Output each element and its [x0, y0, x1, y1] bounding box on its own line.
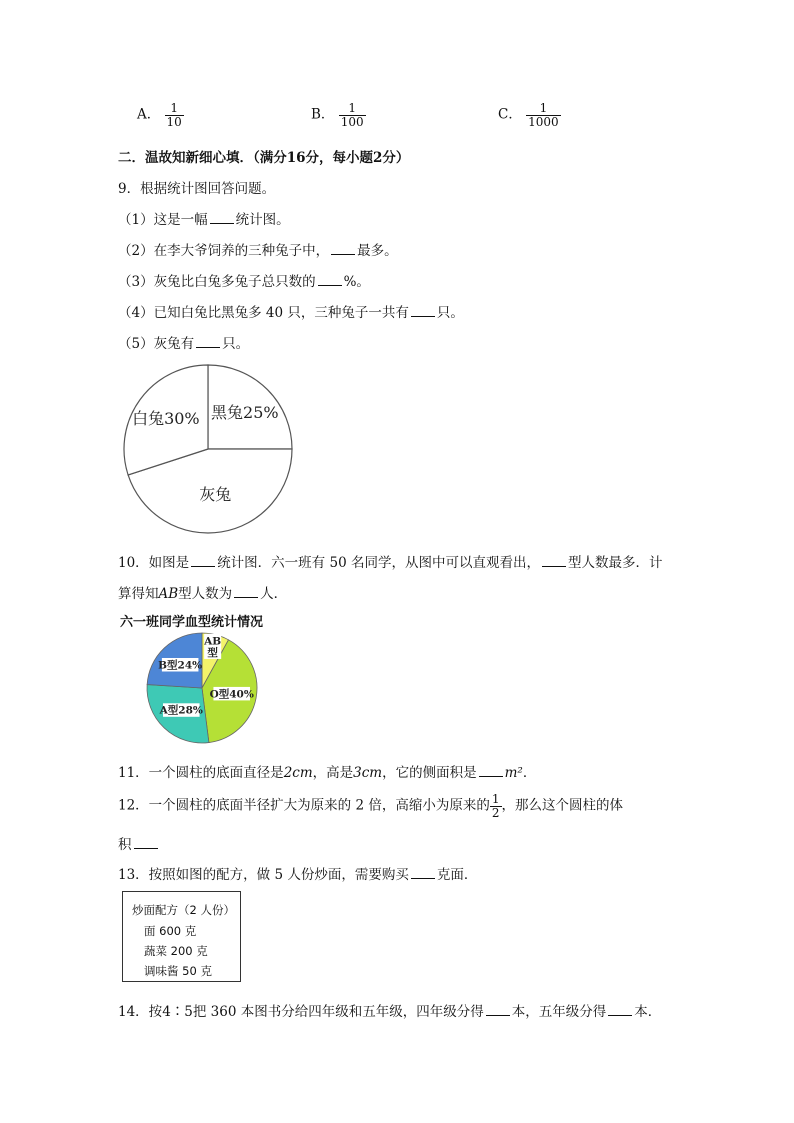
answer-blank[interactable]	[134, 834, 158, 849]
q9-sub4: （4）已知白兔比黑兔多 40 只，三种兔子一共有 只。	[118, 301, 464, 321]
fraction: $\frac{1}{1000}$	[528, 101, 559, 129]
q12-line2: 积	[118, 833, 160, 853]
answer-blank[interactable]	[318, 271, 342, 286]
chart-title: 六一班同学血型统计情况	[120, 615, 264, 630]
answer-blank[interactable]	[191, 552, 215, 567]
option-b: B． $\frac{1}{100}$	[311, 101, 364, 129]
slice-label: A型28%	[159, 704, 203, 717]
option-a: A． $\frac{1}{10}$	[137, 101, 182, 129]
answer-blank[interactable]	[608, 1001, 632, 1016]
slice-label: O型40%	[209, 688, 254, 701]
recipe-item: 调味酱 50 克	[144, 964, 212, 978]
q12-line1: 12．一个圆柱的底面半径扩大为原来的 2 倍，高缩小为原来的 $\frac{1}{2}$ ，那么这个圆柱的体	[118, 792, 623, 820]
answer-blank[interactable]	[331, 240, 355, 255]
answer-blank[interactable]	[411, 864, 435, 879]
q10-line1: 10．如图是 统计图．六一班有 50 名同学，从图中可以直观看出， 型人数最多．计	[118, 551, 662, 571]
slice-label: 白兔30%	[132, 408, 200, 428]
q9-sub2: （2）在李大爷饲养的三种兔子中， 最多。	[118, 239, 398, 259]
answer-blank[interactable]	[234, 583, 258, 598]
q9-sub3: （3）灰兔比白兔多兔子总只数的 %。	[118, 270, 370, 290]
slice-label: AB	[204, 635, 222, 648]
blood-type-pie-chart	[140, 630, 270, 750]
fraction: $\frac{1}{100}$	[340, 101, 364, 129]
answer-blank[interactable]	[479, 762, 503, 777]
q9-stem: 9．根据统计图回答问题。	[118, 181, 276, 197]
slice-label: 灰兔	[199, 485, 232, 505]
recipe-item: 面 600 克	[144, 924, 197, 938]
q14: 14．按4∶5把 360 本图书分给四年级和五年级，四年级分得 本，五年级分得 本．	[118, 1000, 661, 1020]
slice-label: 黑兔25%	[211, 402, 279, 422]
answer-blank[interactable]	[210, 209, 234, 224]
q11: 11．一个圆柱的底面直径是2cm，高是3cm，它的侧面积是 m²．	[118, 761, 536, 781]
recipe-box	[122, 891, 241, 982]
q9-sub1: （1）这是一幅 统计图。	[118, 208, 290, 228]
q9-sub5: （5）灰兔有 只。	[118, 332, 249, 352]
fraction: $\frac{1}{2}$	[491, 792, 500, 820]
option-c: C． $\frac{1}{1000}$	[498, 101, 559, 129]
fraction: $\frac{1}{10}$	[166, 101, 182, 129]
slice-label: B型24%	[158, 659, 203, 672]
answer-blank[interactable]	[411, 302, 435, 317]
recipe-title: 炒面配方（2 人份）	[132, 903, 235, 917]
answer-blank[interactable]	[196, 333, 220, 348]
q10-line2: 算得知AB型人数为 人．	[118, 582, 287, 602]
slice-label: 型	[207, 646, 218, 659]
q13: 13．按照如图的配方，做 5 人份炒面，需要购买 克面．	[118, 863, 477, 883]
section-heading: 二．温故知新细心填．（满分16分，每小题2分）	[118, 150, 410, 166]
answer-blank[interactable]	[486, 1001, 510, 1016]
recipe-item: 蔬菜 200 克	[144, 944, 208, 958]
rabbit-pie-chart	[118, 360, 298, 540]
answer-blank[interactable]	[542, 552, 566, 567]
